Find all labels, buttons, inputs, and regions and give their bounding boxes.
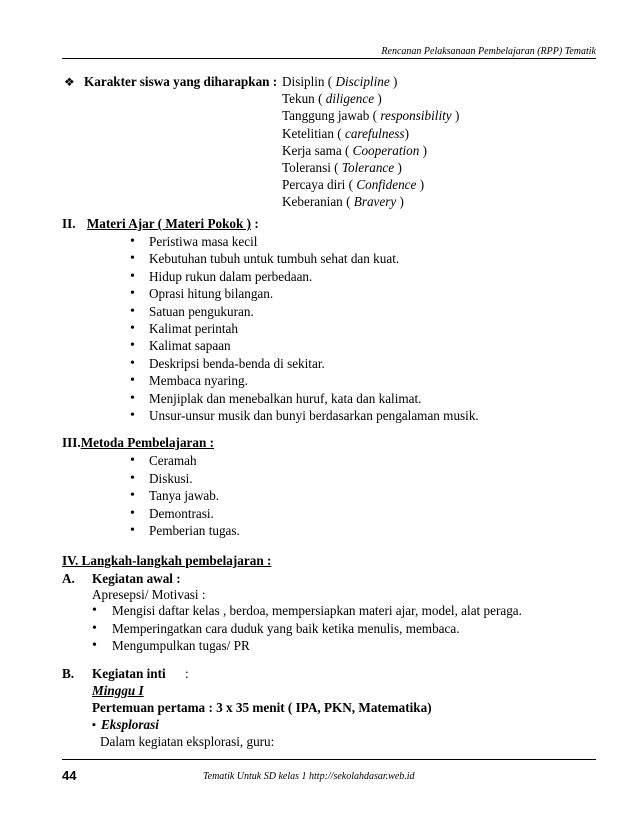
bullet-icon: •	[92, 620, 97, 636]
list-item: Unsur-unsur musik dan bunyi berdasarkan pengalaman musik.	[149, 408, 479, 423]
karakter-term: Tanggung jawab (	[282, 108, 381, 124]
bullet-icon: •	[130, 505, 135, 521]
list-item: Ceramah	[149, 453, 197, 468]
section-2-number: II.	[62, 216, 76, 231]
header-rule	[62, 58, 596, 59]
karakter-item	[282, 194, 404, 210]
list-item: Demontrasi.	[149, 505, 214, 521]
footer-rule	[62, 759, 596, 760]
minggu-label: Minggu I	[92, 683, 144, 698]
karakter-close: )	[374, 91, 382, 107]
karakter-close: )	[416, 177, 425, 193]
karakter-close: )	[389, 74, 398, 89]
bullet-icon: •	[130, 488, 135, 504]
list-item: Peristiwa masa kecil	[149, 234, 258, 249]
karakter-close: )	[404, 125, 409, 141]
list-item: Membaca nyaring.	[149, 373, 248, 389]
list-item: Hidup rukun dalam perbedaan.	[149, 268, 313, 284]
section-2-heading	[62, 216, 259, 232]
karakter-term: Toleransi (	[282, 160, 342, 175]
karakter-item	[282, 177, 424, 193]
eksplorasi-label: Eksplorasi	[101, 717, 159, 732]
list-item: Mengumpulkan tugas/ PR	[112, 638, 250, 654]
list-item: Deskripsi benda-benda di sekitar.	[149, 355, 325, 371]
karakter-item	[282, 108, 459, 124]
square-bullet-icon: ▪	[92, 719, 96, 731]
list-item: Diskusi.	[149, 470, 193, 486]
eksplorasi-text: Dalam kegiatan eksplorasi, guru:	[100, 734, 275, 749]
kegiatan-awal-title: Kegiatan awal :	[92, 571, 181, 586]
list-item: Mengisi daftar kelas , berdoa, mempersiapkan materi ajar, model, alat peraga.	[112, 603, 522, 618]
karakter-english: diligence	[325, 91, 375, 107]
bullet-icon: •	[130, 303, 135, 319]
list-item: Kalimat sapaan	[149, 338, 231, 354]
karakter-english: Cooperation	[352, 142, 420, 158]
bullet-icon: •	[130, 470, 135, 486]
karakter-close: )	[396, 194, 404, 210]
karakter-english: Bravery	[353, 194, 397, 210]
kegiatan-inti-label: B.	[62, 666, 75, 681]
karakter-english: Tolerance	[341, 160, 395, 175]
bullet-icon: •	[130, 286, 135, 302]
bullet-icon: •	[92, 603, 97, 618]
section-2-title: Materi Ajar ( Materi Pokok )	[86, 216, 252, 231]
running-header: Rencanan Pelaksanaan Pembelajaran (RPP) Tematik	[381, 46, 596, 57]
bullet-icon: •	[130, 234, 135, 249]
karakter-term: Kerja sama (	[282, 142, 353, 158]
bullet-icon: •	[92, 638, 97, 654]
karakter-item	[282, 74, 397, 90]
karakter-term: Ketelitian (	[282, 125, 345, 141]
section-3-title: Metoda Pembelajaran :	[80, 435, 215, 450]
bullet-icon: •	[130, 453, 135, 468]
bullet-icon: •	[130, 355, 135, 371]
karakter-english: Confidence	[356, 177, 417, 193]
karakter-term: Disiplin (	[282, 74, 336, 89]
section-4-heading: IV. Langkah-langkah pembelajaran :	[62, 553, 272, 568]
list-item: Memperingatkan cara duduk yang baik ketika menulis, membaca.	[112, 620, 460, 636]
karakter-term: Tekun (	[282, 91, 326, 107]
bullet-icon: •	[130, 408, 135, 423]
list-item: Pemberian tugas.	[149, 523, 240, 539]
karakter-close: )	[419, 142, 428, 158]
diamond-bullet-icon: ❖	[64, 75, 75, 89]
karakter-term: Percaya diri (	[282, 177, 357, 193]
bullet-icon: •	[130, 373, 135, 389]
karakter-close: )	[394, 160, 402, 175]
karakter-item	[282, 126, 409, 142]
bullet-icon: •	[130, 523, 135, 539]
bullet-icon: •	[130, 321, 135, 336]
list-item: Menjiplak dan menebalkan huruf, kata dan kalimat.	[149, 390, 422, 406]
karakter-english: responsibility	[380, 108, 452, 124]
kegiatan-awal-label: A.	[62, 571, 75, 586]
footer-text: Tematik Untuk SD kelas 1 http://sekolahdasar.web.id	[203, 771, 415, 782]
karakter-item	[282, 143, 427, 159]
bullet-icon: •	[130, 251, 135, 267]
karakter-item	[282, 91, 382, 107]
bullet-icon: •	[130, 390, 135, 406]
kegiatan-inti-title: Kegiatan inti	[92, 666, 166, 681]
section-3-number: III.	[62, 435, 81, 450]
list-item: Oprasi hitung bilangan.	[149, 286, 274, 302]
kegiatan-inti-colon: :	[185, 666, 189, 681]
bullet-icon: •	[130, 268, 135, 284]
apersepsi-label: Apresepsi/ Motivasi :	[92, 587, 206, 602]
karakter-close: )	[451, 108, 460, 124]
list-item: Satuan pengukuran.	[149, 303, 254, 319]
karakter-item	[282, 160, 402, 176]
list-item: Tanya jawab.	[149, 488, 220, 504]
karakter-english: Discipline	[335, 74, 390, 89]
page-number: 44	[62, 768, 77, 783]
karakter-english: carefulness	[344, 125, 405, 141]
section-2-colon: :	[251, 216, 259, 231]
list-item: Kalimat perintah	[149, 321, 238, 336]
bullet-icon: •	[130, 338, 135, 354]
karakter-label: Karakter siswa yang diharapkan :	[84, 74, 278, 89]
karakter-term: Keberanian (	[282, 194, 354, 210]
list-item: Kebutuhan tubuh untuk tumbuh sehat dan kuat.	[149, 251, 400, 267]
section-3-heading	[62, 435, 214, 451]
pertemuan-label: Pertemuan pertama : 3 x 35 menit ( IPA, PKN, Matematika)	[92, 700, 432, 715]
